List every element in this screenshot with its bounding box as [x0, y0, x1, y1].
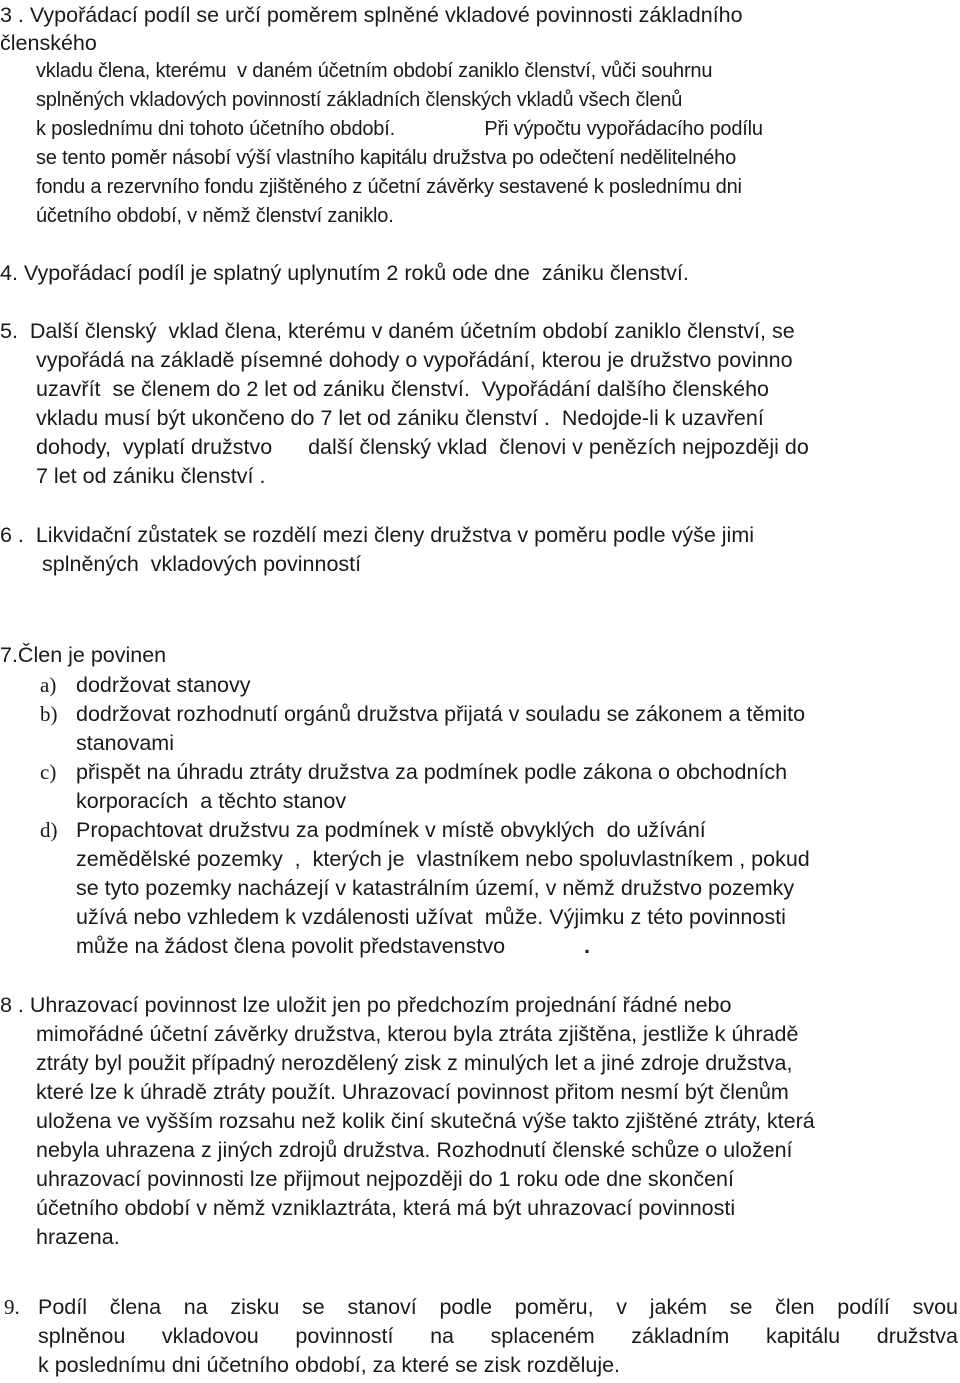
list-item: korporacích a těchto stanov	[76, 789, 347, 813]
text-line: mimořádné účetní závěrky družstva, kterou byla ztráta zjištěna, jestliže k úhradě	[36, 1022, 799, 1046]
list-item: stanovami	[76, 731, 174, 755]
text-line: dohody, vyplatí družstvo další členský vklad členovi v penězích nejpozději do	[36, 435, 809, 459]
list-item: může na žádost člena povolit představenstvo	[76, 934, 506, 958]
text-line: vypořádá na základě písemné dohody o vypořádání, kterou je družstvo povinno	[36, 348, 793, 372]
text-line: Při výpočtu vypořádacího podílu	[479, 118, 763, 140]
text-line: členského	[0, 31, 97, 55]
paragraph-marker: 9.	[4, 1295, 20, 1319]
text-line: splněnou vkladovou povinností na splaceném základním kapitálu družstva	[38, 1324, 958, 1348]
text-line: ztráty byl použit případný nerozdělený zisk z minulých let a jiné zdroje družstva,	[36, 1051, 793, 1075]
text-line: splněných vkladových povinností	[42, 552, 362, 576]
list-marker: b)	[40, 702, 58, 726]
text-line: fondu a rezervního fondu zjištěného z účetní závěrky sestavené k poslednímu dni	[36, 176, 742, 198]
list-marker: d)	[40, 818, 58, 842]
text-line: splněných vkladových povinností základních členských vkladů všech členů	[36, 89, 683, 111]
list-item: zemědělské pozemky , kterých je vlastníkem nebo spoluvlastníkem , pokud	[76, 847, 810, 871]
text-line: se tento poměr násobí výší vlastního kapitálu družstva po odečtení nedělitelného	[36, 147, 737, 169]
text-line: hrazena.	[36, 1225, 120, 1249]
text-line: k poslednímu dni tohoto účetního období.	[36, 118, 395, 140]
list-item: užívá nebo vzhledem k vzdálenosti užívat může. Výjimku z této povinnosti	[76, 905, 786, 929]
text-line: vkladu člena, kterému v daném účetním období zaniklo členství, vůči souhrnu	[36, 60, 713, 82]
list-item: přispět na úhradu ztráty družstva za podmínek podle zákona o obchodních	[76, 760, 788, 784]
list-item: se tyto pozemky nacházejí v katastrálním území, v němž družstvo pozemky	[76, 876, 795, 900]
text-line: 6 . Likvidační zůstatek se rozdělí mezi členy družstva v poměru podle výše jimi	[0, 523, 755, 547]
text-line: nebyla uhrazena z jiných zdrojů družstva. Rozhodnutí členské schůze o uložení	[36, 1138, 793, 1162]
text-line: vkladu musí být ukončeno do 7 let od zániku členství . Nedojde-li k uzavření	[36, 406, 764, 430]
text-line: Podíl člena na zisku se stanoví podle poměru, v jakém se člen podílí svou	[38, 1295, 958, 1319]
list-item: dodržovat rozhodnutí orgánů družstva přijatá v souladu se zákonem a těmito	[76, 702, 806, 726]
text-line: uložena ve vyšším rozsahu než kolik činí skutečná výše takto zjištěné ztráty, která	[36, 1109, 815, 1133]
list-item: Propachtovat družstvu za podmínek v místě obvyklých do užívání	[76, 818, 706, 842]
text-line: 7 let od zániku členství .	[36, 464, 266, 488]
text-line: uzavřít se členem do 2 let od zániku členství. Vypořádání dalšího členského	[36, 377, 770, 401]
paragraph-4: 4. Vypořádací podíl je splatný uplynutím 2 roků ode dne zániku členství.	[0, 261, 689, 285]
list-marker: c)	[40, 760, 57, 784]
text-line: účetního období v němž vzniklaztráta, která má být uhrazovací povinnosti	[36, 1196, 736, 1220]
list-marker: a)	[40, 673, 57, 697]
text-line: uhrazovací povinnosti lze přijmout nejpozději do 1 roku ode dne skončení	[36, 1167, 734, 1191]
text-line: 3 . Vypořádací podíl se určí poměrem splněné vkladové povinnosti základního	[0, 3, 743, 27]
list-item: dodržovat stanovy	[76, 673, 251, 697]
text-line: k poslednímu dni účetního období, za které se zisk rozděluje.	[38, 1353, 621, 1377]
text-line: účetního období, v němž členství zaniklo.	[36, 205, 394, 227]
text-line: které lze k úhradě ztráty použít. Uhrazovací povinnost přitom nesmí být členům	[36, 1080, 789, 1104]
text-line: 5. Další členský vklad člena, kterému v daném účetním období zaniklo členství, se	[0, 319, 795, 343]
text-line: 8 . Uhrazovací povinnost lze uložit jen po předchozím projednání řádné nebo	[0, 993, 732, 1017]
list-heading: 7.Člen je povinen	[0, 643, 167, 667]
list-item-end: .	[584, 934, 590, 958]
